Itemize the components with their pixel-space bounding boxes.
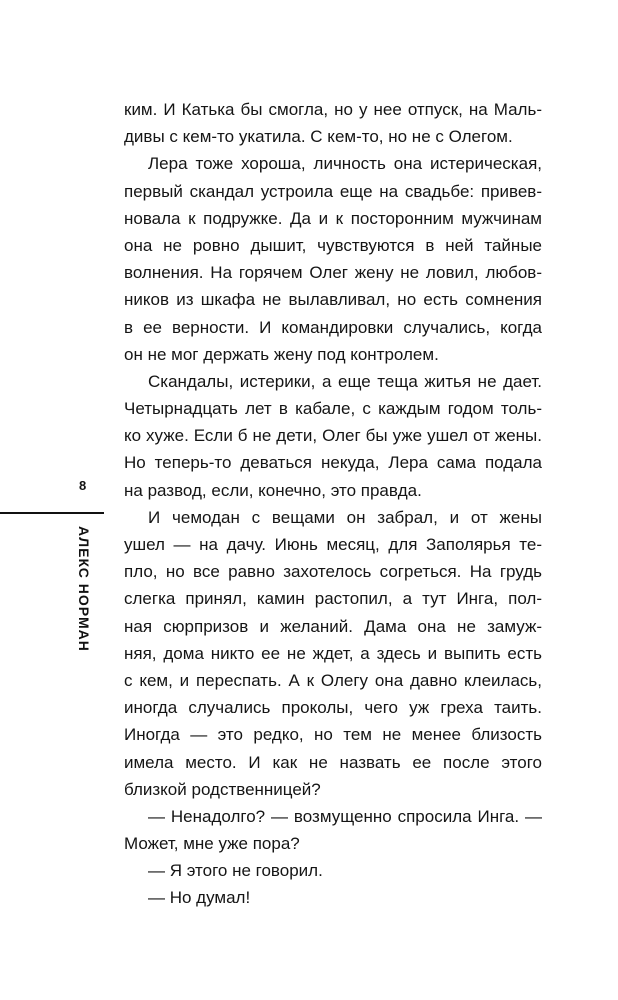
paragraph bbox=[124, 368, 542, 504]
text-line: дивы с кем-то укатила. С кем-то, но не с Олегом. bbox=[124, 127, 513, 147]
text-line: — Я этого не говорил. bbox=[148, 861, 323, 881]
text-line: — Но думал! bbox=[148, 888, 251, 908]
text-line: Может, мне уже пора? bbox=[124, 834, 300, 854]
paragraph bbox=[124, 504, 542, 803]
text-line: Иногда — это редко, но тем не менее близость bbox=[124, 725, 542, 745]
text-line: первый скандал устроила еще на свадьбе: привев- bbox=[124, 181, 542, 201]
text-line: ная сюрпризов и желаний. Дама она не замуж- bbox=[124, 616, 542, 636]
text-line: И чемодан с вещами он забрал, и от жены bbox=[148, 507, 542, 527]
text-line: Но теперь-то деваться некуда, Лера сама подала bbox=[124, 453, 542, 473]
text-line: ушел — на дачу. Июнь месяц, для Заполярья те- bbox=[124, 535, 542, 554]
text-line: иногда случались проколы, чего уж греха таить. bbox=[124, 698, 542, 718]
text-line: — Ненадолго? — возмущенно спросила Инга. — bbox=[148, 806, 542, 826]
author-name: АЛЕКС НОРМАН bbox=[76, 526, 92, 652]
paragraph bbox=[124, 803, 542, 857]
page-number: 8 bbox=[79, 478, 87, 493]
paragraph bbox=[124, 857, 542, 884]
text-line: новала к подружке. Да и к посторонним мужчинам bbox=[124, 208, 542, 228]
text-line: близкой родственницей? bbox=[124, 779, 321, 799]
text-line: она не ровно дышит, чувствуются в ней тайные bbox=[124, 235, 542, 255]
text-line: в ее верности. И командировки случались, когда bbox=[124, 317, 542, 337]
running-head-author bbox=[76, 526, 96, 666]
text-line: Лера тоже хороша, личность она истерическая, bbox=[148, 154, 542, 174]
paragraph bbox=[124, 96, 542, 150]
margin-rule bbox=[0, 512, 104, 514]
text-line: пло, но все равно захотелось согреться. На грудь bbox=[124, 562, 542, 582]
text-line: имела место. И как не назвать ее после этого bbox=[124, 752, 542, 772]
text-line: слегка принял, камин растопил, а тут Инга, пол- bbox=[124, 589, 542, 609]
text-line: ко хуже. Если б не дети, Олег бы уже ушел от жены. bbox=[124, 426, 542, 446]
text-line: ким. И Катька бы смогла, но у нее отпуск, на Маль- bbox=[124, 100, 542, 119]
text-line: Четырнадцать лет в кабале, с каждым годом толь- bbox=[124, 399, 542, 419]
text-line: Скандалы, истерики, а еще теща житья не дает. bbox=[148, 371, 542, 391]
paragraph bbox=[124, 884, 542, 911]
text-line: ников из шкафа не вылавливал, но есть сомнения bbox=[124, 290, 542, 310]
text-line: волнения. На горячем Олег жену не ловил, любов- bbox=[124, 263, 542, 283]
text-line: с кем, и переспать. А к Олегу она давно клеилась, bbox=[124, 670, 542, 690]
text-line: на развод, если, конечно, это правда. bbox=[124, 480, 422, 500]
body-text bbox=[124, 96, 542, 912]
text-line: няя, дома никто ее не ждет, а здесь и выпить есть bbox=[124, 643, 542, 663]
paragraph bbox=[124, 150, 542, 368]
text-line: он не мог держать жену под контролем. bbox=[124, 344, 439, 364]
